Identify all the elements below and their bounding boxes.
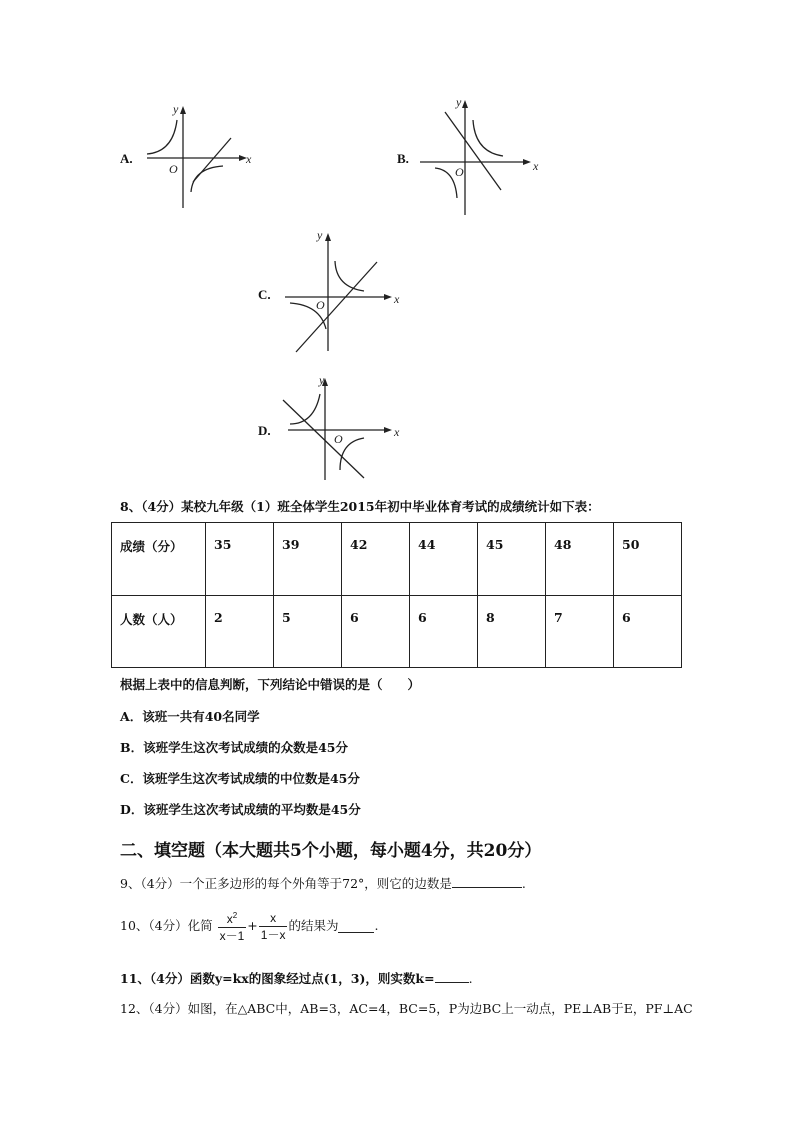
q10-frac1-numerator: x [226,912,233,926]
table-row-counts [112,595,682,668]
q11 [120,969,473,987]
q9-answer-blank[interactable] [452,874,522,888]
graph-b-y-arrow [462,100,468,108]
q9 [120,874,526,892]
graph-a-origin-label: O [169,162,178,176]
q8-prompt: 根据上表中的信息判断，下列结论中错误的是（ ） [120,677,421,692]
table-cell-count: 6 [410,595,478,668]
q9-end: . [521,876,526,891]
table-cell-count: 6 [614,595,682,668]
graph-b-curve-lower [435,168,457,198]
q10 [120,908,378,944]
table-cell-score: 42 [342,523,410,596]
q8-option-b: B．该班学生这次考试成绩的众数是45分 [120,740,348,755]
graph-a-x-label: x [246,152,252,166]
q10-fraction-1 [218,908,247,944]
graph-d-curve-lower [340,438,364,470]
graph-c-origin-label: O [316,298,325,312]
q10-frac2-denominator: 1－x [260,927,286,942]
q9-text: 9、（4分）一个正多边形的每个外角等于72°，则它的边数是 [120,876,452,891]
q11-text: 11、（4分）函数y=kx的图象经过点(1，3)，则实数k= [120,971,435,986]
table-header-score: 成绩（分） [112,523,206,596]
graph-b [415,92,550,217]
table-cell-score: 45 [478,523,546,596]
q10-frac1-denominator: x－1 [219,929,245,943]
option-b-label: B. [397,151,409,166]
q10-answer-blank[interactable] [338,919,374,933]
graph-b-origin-label: O [455,165,464,179]
q10-plus: + [247,918,258,933]
graph-a [135,100,265,210]
graph-a-line [193,138,231,182]
graph-b-y-label: y [456,95,462,109]
q10-end: . [374,918,379,933]
table-cell-score: 35 [206,523,274,596]
q8-option-d: D．该班学生这次考试成绩的平均数是45分 [120,802,361,817]
table-cell-score: 44 [410,523,478,596]
table-row-scores [112,523,682,596]
table-cell-score: 39 [274,523,342,596]
q8-stem: 8、（4分）某校九年级（1）班全体学生2015年初中毕业体育考试的成绩统计如下表： [120,499,600,514]
graph-d-curve-upper [290,394,320,424]
table-cell-count: 8 [478,595,546,668]
table-cell-count: 2 [206,595,274,668]
table-cell-score: 50 [614,523,682,596]
graph-c-x-label: x [394,292,400,306]
graph-a-y-arrow [180,106,186,114]
table-header-count: 人数（人） [112,595,206,668]
graph-b-x-label: x [533,159,539,173]
q10-frac2-numerator: x [259,910,288,927]
graph-c-curve-upper [335,261,364,291]
table-cell-count: 5 [274,595,342,668]
table-cell-score: 48 [546,523,614,596]
section-2-title: 二、填空题（本大题共5个小题，每小题4分，共20分） [120,841,542,861]
graph-b-curve-upper [473,120,503,156]
q12-text: 12、（4分）如图，在△ABC中，AB=3，AC=4，BC=5，P为边BC上一动点，PE⊥AB于E，PF⊥AC [120,1001,693,1016]
score-table [111,522,682,668]
graph-a-curve-upper [147,120,177,154]
graph-d-y-label: y [319,373,325,387]
q11-end: . [468,971,473,986]
q11-answer-blank[interactable] [435,969,469,983]
option-c-label: C. [258,287,271,302]
graph-d-origin-label: O [334,432,343,446]
graph-a-y-label: y [173,102,179,116]
q8-option-c: C．该班学生这次考试成绩的中位数是45分 [120,771,360,786]
q10-fraction-2 [259,910,288,943]
graph-c-x-arrow [384,294,392,300]
graph-c [280,225,410,355]
option-d-label: D. [258,423,271,438]
graph-d-x-arrow [384,427,392,433]
graph-d-x-label: x [394,425,400,439]
table-cell-count: 6 [342,595,410,668]
q10-prefix: 10、（4分）化简 [120,918,213,933]
q10-frac1-exponent: 2 [232,911,238,920]
graph-c-y-label: y [317,228,323,242]
q8-option-a: A．该班一共有40名同学 [120,709,260,724]
graph-d [280,370,410,485]
table-cell-count: 7 [546,595,614,668]
q10-suffix: 的结果为 [288,918,339,933]
option-a-label: A. [120,151,133,166]
graph-c-y-arrow [325,233,331,241]
graph-b-x-arrow [523,159,531,165]
graph-d-line [283,400,364,478]
